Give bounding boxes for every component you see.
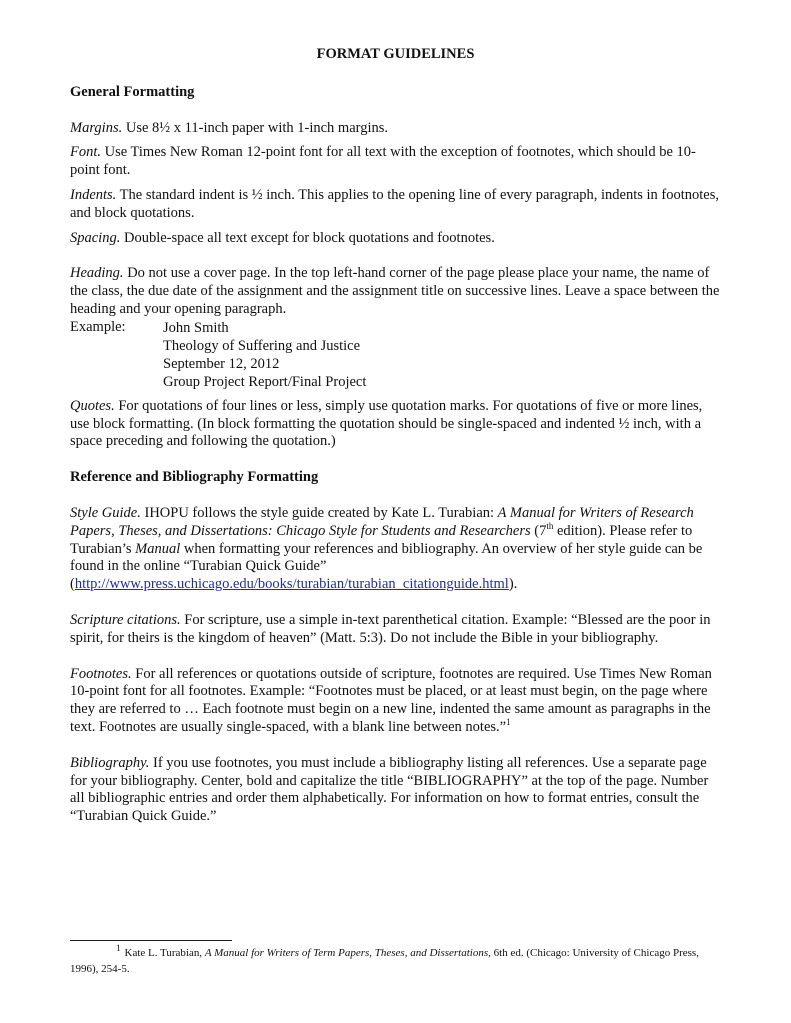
section-heading-reference: Reference and Bibliography Formatting [70,469,319,486]
text-style-guide-4: when formatting your references and bibliography. An overview of her style guide can be found in the online “Turabian Quick Guide” ( [70,540,703,593]
example-lines [163,319,366,391]
lead-indents: Indents. [70,186,117,203]
lead-font: Font. [70,144,102,161]
footnote-reference[interactable]: 1 [506,717,511,728]
example-line: Theology of Suffering and Justice [163,337,361,354]
text-style-guide-3: edition). Please refer to Turabian’s [70,522,693,557]
footnote [70,943,721,977]
paragraph-indents [70,187,721,223]
lead-bibliography: Bibliography. [70,754,150,771]
paragraph-margins [70,120,721,138]
book-title: A Manual for Writers of Research Papers, Theses, and Dissertations: Chicago Style for Students and Researchers [70,504,694,539]
text-style-guide-5: ). [508,576,518,593]
footnote-text-1: Kate L. Turabian, [124,947,205,959]
lead-spacing: Spacing. [70,229,121,246]
paragraph-spacing [70,230,721,248]
text-scripture: For scripture, use a simple in-text parenthetical citation. Example: “Blessed are the poor in spirit, for theirs is the kingdom of heaven” (Matt. 5:3). Do not include the Bible in your bibliography. [70,611,711,646]
edition-superscript: th [546,520,554,531]
footnote-number: 1 [116,943,121,954]
paragraph-quotes [70,398,721,451]
paragraph-footnotes [70,666,721,737]
lead-margins: Margins. [70,119,123,136]
text-footnotes: For all references or quotations outside of scripture, footnotes are required. Use Times New Roman 10-point font for all footnotes. Example: “Footnotes must be placed, or at least must begin, on the page where they are referred to … Each footnote must begin on a new line, indented the same amount as paragraphs in the text. Footnotes are usually single-spaced, with a blank line between notes.” [70,665,712,735]
lead-footnotes: Footnotes. [70,665,132,682]
turabian-guide-link[interactable]: http://www.press.uchicago.edu/books/turabian/turabian_citationguide.html [74,576,509,593]
example-label: Example: [70,318,126,335]
text-margins: Use 8½ x 11-inch paper with 1-inch margins. [122,119,389,136]
text-style-guide-1: IHOPU follows the style guide created by Kate L. Turabian: [140,504,498,521]
section-heading-general: General Formatting [70,83,195,100]
example-line: John Smith [163,319,229,336]
text-heading: Do not use a cover page. In the top left-hand corner of the page please place your name, the name of the class, the due date of the assignment and the assignment title on successive lines. Leave a space between the heading and your opening paragraph. [70,265,720,317]
lead-style-guide: Style Guide. [70,504,141,521]
paragraph-scripture [70,612,721,648]
example-line: September 12, 2012 [163,355,280,372]
text-spacing: Double-space all text except for block quotations and footnotes. [120,229,495,246]
example-line: Group Project Report/Final Project [163,373,367,390]
lead-scripture: Scripture citations. [70,611,181,628]
text-style-guide-2: (7 [530,522,547,539]
paragraph-bibliography [70,755,721,826]
page-title: FORMAT GUIDELINES [316,46,475,62]
lead-heading: Heading. [70,265,124,282]
text-font: Use Times New Roman 12-point font for all text with the exception of footnotes, which should be 10-point font. [70,144,696,179]
paragraph-heading [70,265,721,318]
text-indents: The standard indent is ½ inch. This applies to the opening line of every paragraph, indents in footnotes, and block quotations. [70,186,720,221]
heading-example [70,319,721,391]
lead-quotes: Quotes. [70,397,115,414]
paragraph-font [70,144,721,180]
text-bibliography: If you use footnotes, you must include a bibliography listing all references. Use a separate page for your bibliography. Center, bold and capitalize the title “BIBLIOGRAPHY” at the top of the page. Number all bibliographic entries and order them alphabetically. For information on how to format entries, consult the “Turabian Quick Guide.” [70,754,709,825]
manual-word: Manual [135,540,181,557]
paragraph-style-guide [70,505,721,594]
footnote-separator [70,940,232,941]
footnote-text-2: , 6th ed. (Chicago: University of Chicago Press, 1996), 254-5. [70,947,699,975]
footnote-book-title: A Manual for Writers of Term Papers, Theses, and Dissertations [204,947,489,959]
text-quotes: For quotations of four lines or less, simply use quotation marks. For quotations of five or more lines, use block formatting. (In block formatting the quotation should be single-spaced and indented ½ inch, with a space preceding and following the quotation.) [70,397,703,450]
